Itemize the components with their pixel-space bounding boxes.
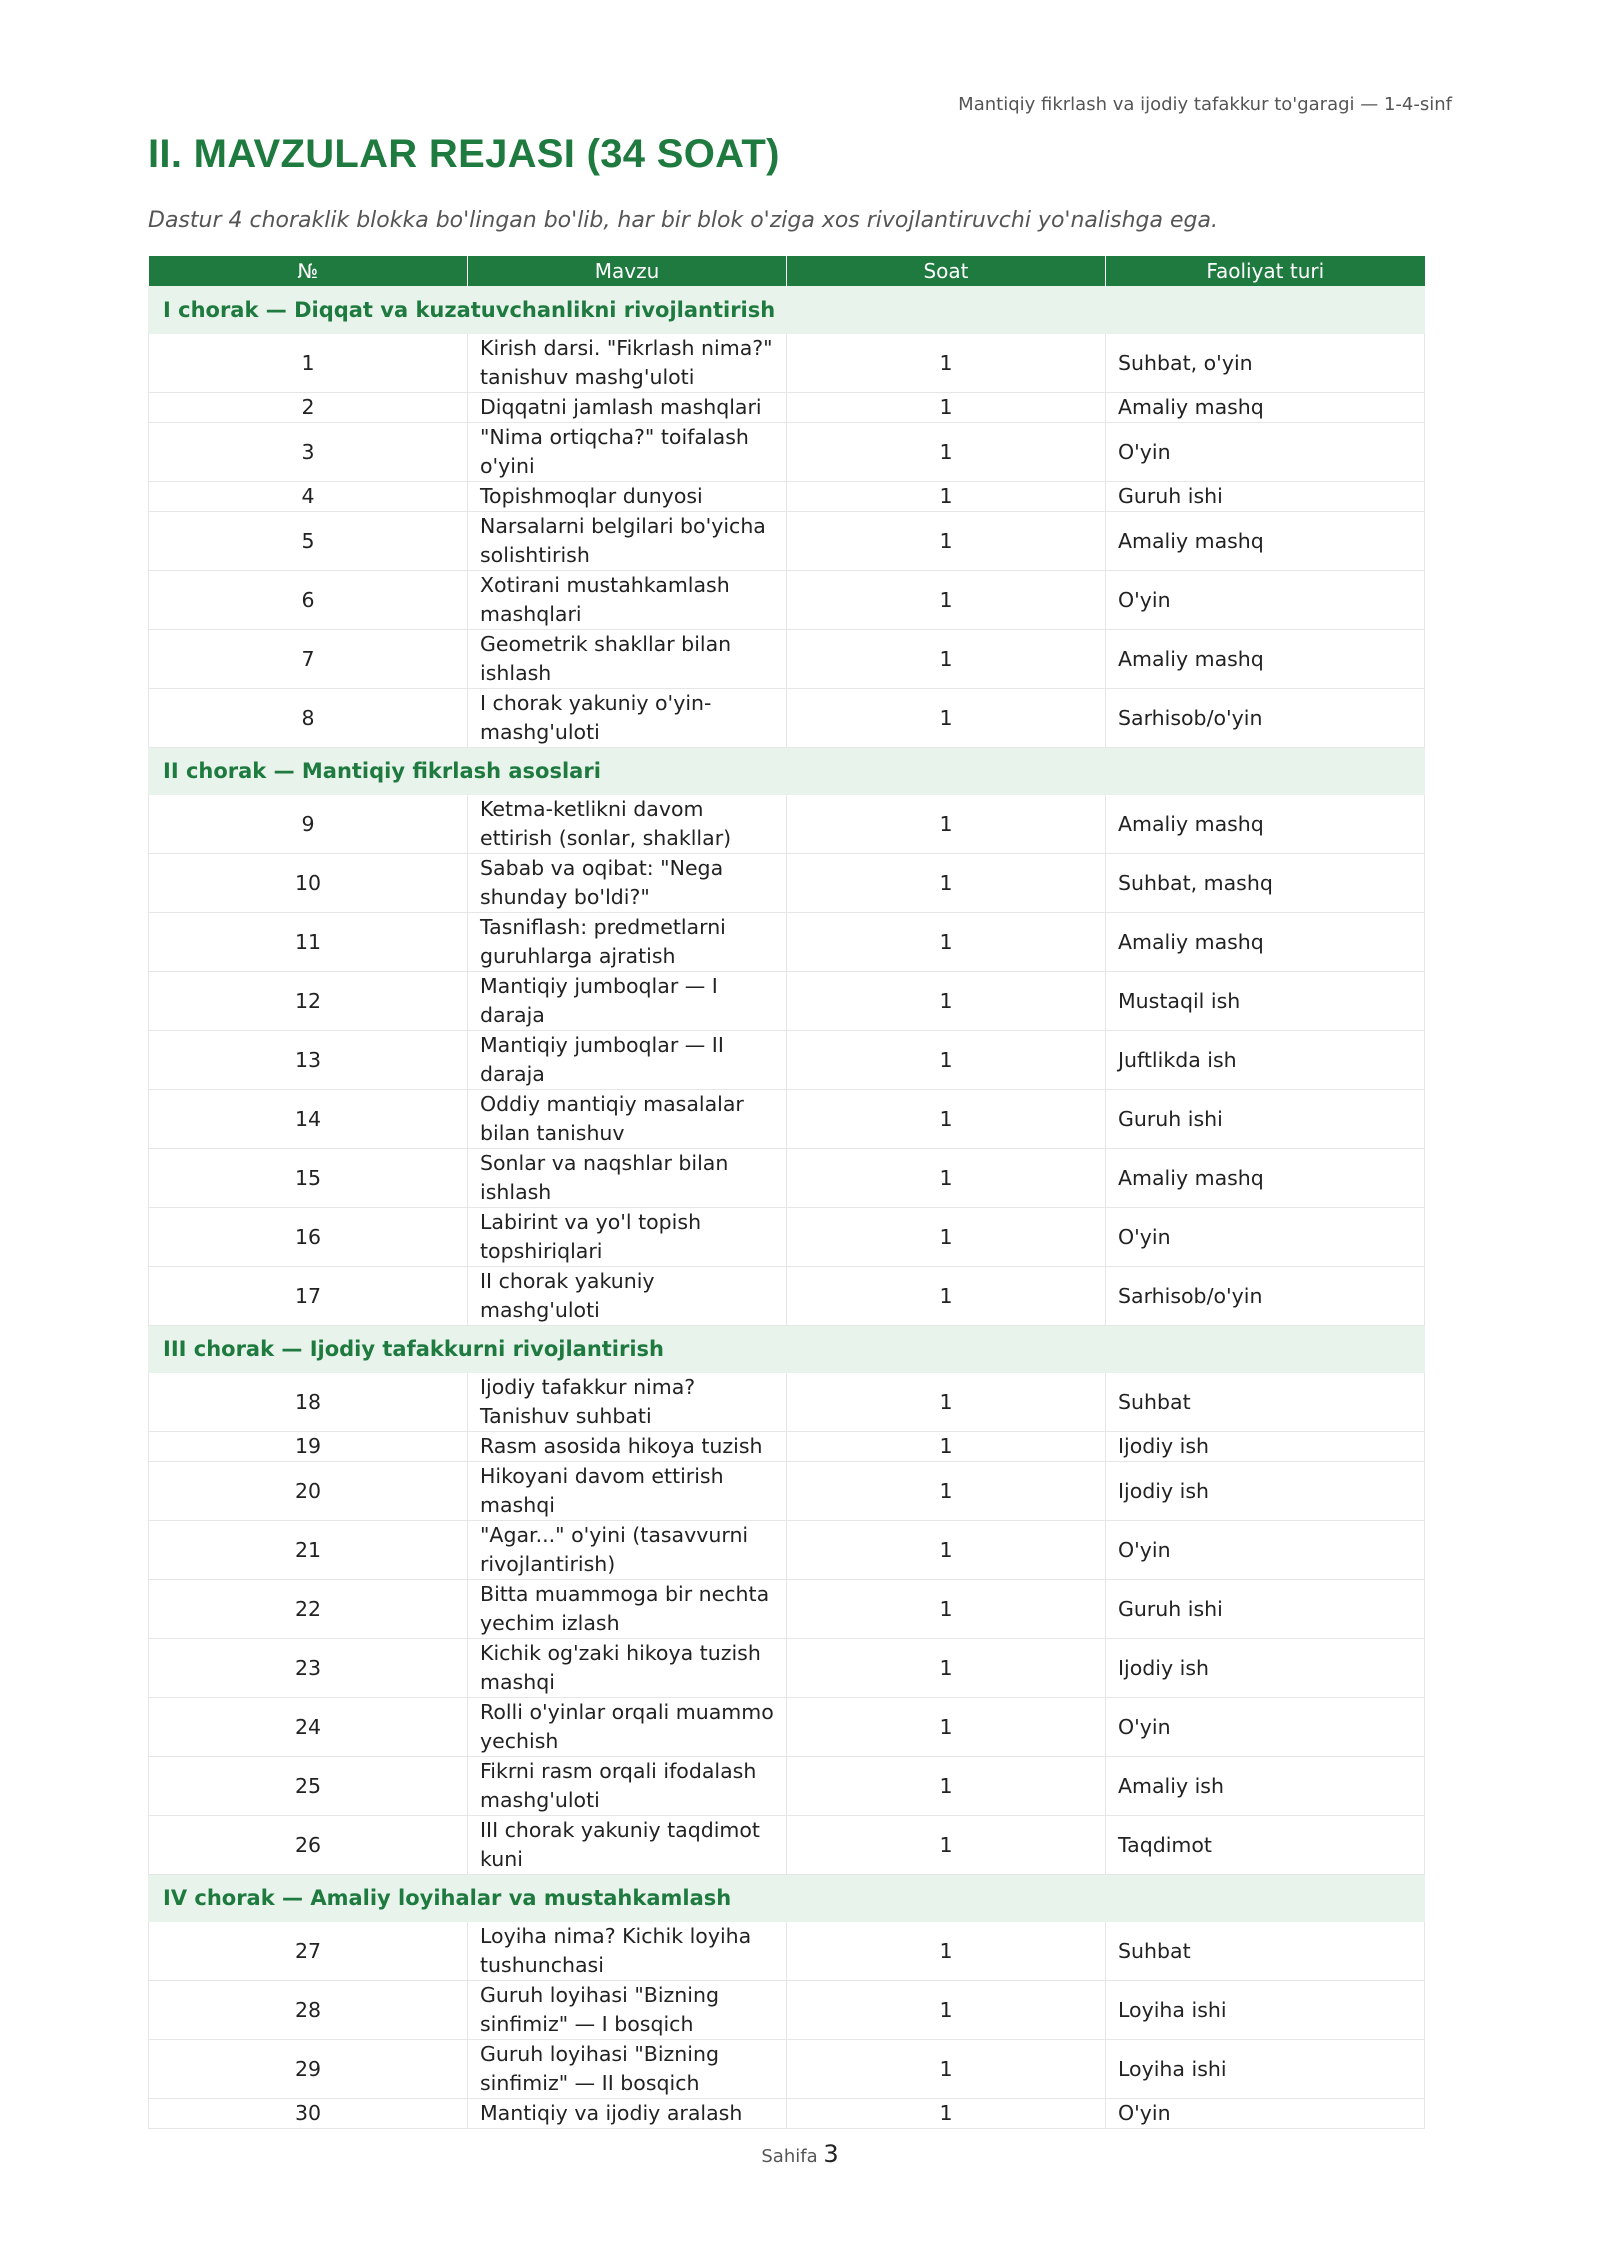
row-hours: 1 (787, 1580, 1106, 1639)
table-row (149, 423, 1425, 482)
row-topic: Mantiqiy jumboqlar — I daraja (468, 972, 787, 1031)
table-row (149, 1031, 1425, 1090)
row-number: 26 (149, 1816, 468, 1875)
table-row (149, 512, 1425, 571)
table-row (149, 1149, 1425, 1208)
row-topic: Rasm asosida hikoya tuzish (468, 1432, 787, 1462)
row-activity: Guruh ishi (1106, 1090, 1425, 1149)
row-topic: III chorak yakuniy taqdimot kuni (468, 1816, 787, 1875)
section-title: III chorak — Ijodiy tafakkurni rivojlantirish (149, 1326, 1425, 1373)
section-row (149, 748, 1425, 795)
row-topic: Bitta muammoga bir nechta yechim izlash (468, 1580, 787, 1639)
row-activity: Ijodiy ish (1106, 1462, 1425, 1521)
column-header-number: № (149, 256, 468, 287)
row-hours: 1 (787, 512, 1106, 571)
row-topic: Ijodiy tafakkur nima? Tanishuv suhbati (468, 1373, 787, 1432)
row-hours: 1 (787, 1031, 1106, 1090)
row-topic: Topishmoqlar dunyosi (468, 482, 787, 512)
row-number: 1 (149, 334, 468, 393)
table-row (149, 972, 1425, 1031)
table-row (149, 1698, 1425, 1757)
row-topic: Mantiqiy jumboqlar — II daraja (468, 1031, 787, 1090)
row-number: 13 (149, 1031, 468, 1090)
row-number: 9 (149, 795, 468, 854)
row-activity: Loyiha ishi (1106, 1981, 1425, 2040)
row-hours: 1 (787, 2040, 1106, 2099)
table-row (149, 1373, 1425, 1432)
row-hours: 1 (787, 630, 1106, 689)
row-number: 27 (149, 1922, 468, 1981)
page-number: 3 (823, 2140, 839, 2168)
row-number: 3 (149, 423, 468, 482)
row-number: 10 (149, 854, 468, 913)
row-hours: 1 (787, 1698, 1106, 1757)
row-hours: 1 (787, 1521, 1106, 1580)
row-number: 28 (149, 1981, 468, 2040)
row-topic: "Nima ortiqcha?" toifalash o'yini (468, 423, 787, 482)
row-topic: Rolli o'yinlar orqali muammo yechish (468, 1698, 787, 1757)
table-row (149, 1981, 1425, 2040)
footer-label: Sahifa (761, 2146, 818, 2167)
row-number: 25 (149, 1757, 468, 1816)
row-activity: Mustaqil ish (1106, 972, 1425, 1031)
row-activity: Ijodiy ish (1106, 1639, 1425, 1698)
table-row (149, 482, 1425, 512)
row-number: 6 (149, 571, 468, 630)
row-activity: Sarhisob/o'yin (1106, 689, 1425, 748)
row-activity: Guruh ishi (1106, 1580, 1425, 1639)
row-activity: O'yin (1106, 1208, 1425, 1267)
row-hours: 1 (787, 1639, 1106, 1698)
row-activity: Suhbat (1106, 1373, 1425, 1432)
row-hours: 1 (787, 1373, 1106, 1432)
section-title: II chorak — Mantiqiy fikrlash asoslari (149, 748, 1425, 795)
row-hours: 1 (787, 2099, 1106, 2129)
row-number: 5 (149, 512, 468, 571)
row-topic: Diqqatni jamlash mashqlari (468, 393, 787, 423)
table-row (149, 689, 1425, 748)
row-activity: O'yin (1106, 1521, 1425, 1580)
table-row (149, 2099, 1425, 2129)
table-row (149, 1816, 1425, 1875)
row-number: 20 (149, 1462, 468, 1521)
row-hours: 1 (787, 393, 1106, 423)
row-hours: 1 (787, 482, 1106, 512)
row-topic: Mantiqiy va ijodiy aralash (468, 2099, 787, 2129)
row-activity: Amaliy mashq (1106, 1149, 1425, 1208)
row-topic: Labirint va yo'l topish topshiriqlari (468, 1208, 787, 1267)
row-topic: Loyiha nima? Kichik loyiha tushunchasi (468, 1922, 787, 1981)
table-row (149, 1580, 1425, 1639)
row-activity: O'yin (1106, 571, 1425, 630)
section-row (149, 287, 1425, 334)
row-number: 15 (149, 1149, 468, 1208)
row-hours: 1 (787, 854, 1106, 913)
row-topic: Xotirani mustahkamlash mashqlari (468, 571, 787, 630)
row-number: 2 (149, 393, 468, 423)
row-activity: Suhbat (1106, 1922, 1425, 1981)
row-hours: 1 (787, 1462, 1106, 1521)
row-hours: 1 (787, 795, 1106, 854)
row-topic: Guruh loyihasi "Bizning sinfimiz" — II bosqich (468, 2040, 787, 2099)
table-row (149, 334, 1425, 393)
row-number: 21 (149, 1521, 468, 1580)
table-row (149, 1757, 1425, 1816)
column-header-activity: Faoliyat turi (1106, 256, 1425, 287)
table-body (149, 287, 1425, 2129)
row-activity: Suhbat, o'yin (1106, 334, 1425, 393)
row-activity: Amaliy ish (1106, 1757, 1425, 1816)
table-header (149, 256, 1425, 287)
page-subtitle: Dastur 4 choraklik blokka bo'lingan bo'lib, har bir blok o'ziga xos rivojlantiruvchi yo'nalishga ega. (148, 208, 1218, 233)
table-row (149, 1090, 1425, 1149)
section-row (149, 1875, 1425, 1922)
row-number: 8 (149, 689, 468, 748)
row-activity: O'yin (1106, 423, 1425, 482)
row-number: 12 (149, 972, 468, 1031)
row-topic: Guruh loyihasi "Bizning sinfimiz" — I bosqich (468, 1981, 787, 2040)
row-activity: Guruh ishi (1106, 482, 1425, 512)
row-topic: Geometrik shakllar bilan ishlash (468, 630, 787, 689)
row-hours: 1 (787, 1816, 1106, 1875)
row-number: 19 (149, 1432, 468, 1462)
row-hours: 1 (787, 913, 1106, 972)
row-topic: Sonlar va naqshlar bilan ishlash (468, 1149, 787, 1208)
topics-plan-table (148, 256, 1425, 2129)
row-topic: Kichik og'zaki hikoya tuzish mashqi (468, 1639, 787, 1698)
row-topic: Narsalarni belgilari bo'yicha solishtirish (468, 512, 787, 571)
row-activity: O'yin (1106, 1698, 1425, 1757)
table-row (149, 1521, 1425, 1580)
row-number: 29 (149, 2040, 468, 2099)
row-number: 23 (149, 1639, 468, 1698)
row-hours: 1 (787, 1757, 1106, 1816)
table-row (149, 1639, 1425, 1698)
row-activity: Amaliy mashq (1106, 512, 1425, 571)
row-topic: Ketma-ketlikni davom ettirish (sonlar, shakllar) (468, 795, 787, 854)
row-hours: 1 (787, 689, 1106, 748)
row-hours: 1 (787, 1981, 1106, 2040)
table-row (149, 854, 1425, 913)
row-activity: Juftlikda ish (1106, 1031, 1425, 1090)
row-activity: Amaliy mashq (1106, 393, 1425, 423)
row-hours: 1 (787, 334, 1106, 393)
row-hours: 1 (787, 1432, 1106, 1462)
row-hours: 1 (787, 972, 1106, 1031)
row-number: 11 (149, 913, 468, 972)
row-number: 4 (149, 482, 468, 512)
table-row (149, 1208, 1425, 1267)
row-activity: Amaliy mashq (1106, 913, 1425, 972)
row-topic: Fikrni rasm orqali ifodalash mashg'uloti (468, 1757, 787, 1816)
row-number: 16 (149, 1208, 468, 1267)
table-row (149, 2040, 1425, 2099)
column-header-topic: Mavzu (468, 256, 787, 287)
row-topic: "Agar..." o'yini (tasavvurni rivojlantirish) (468, 1521, 787, 1580)
table-row (149, 1922, 1425, 1981)
section-row (149, 1326, 1425, 1373)
running-header: Mantiqiy fikrlash va ijodiy tafakkur to'garagi — 1-4-sinf (958, 94, 1452, 115)
row-activity: Amaliy mashq (1106, 795, 1425, 854)
row-hours: 1 (787, 571, 1106, 630)
row-activity: Ijodiy ish (1106, 1432, 1425, 1462)
row-number: 14 (149, 1090, 468, 1149)
row-topic: II chorak yakuniy mashg'uloti (468, 1267, 787, 1326)
table-row (149, 571, 1425, 630)
table-row (149, 913, 1425, 972)
row-activity: Suhbat, mashq (1106, 854, 1425, 913)
row-hours: 1 (787, 1922, 1106, 1981)
row-topic: Kirish darsi. "Fikrlash nima?" tanishuv mashg'uloti (468, 334, 787, 393)
row-activity: Taqdimot (1106, 1816, 1425, 1875)
row-topic: Tasniflash: predmetlarni guruhlarga ajratish (468, 913, 787, 972)
row-activity: Loyiha ishi (1106, 2040, 1425, 2099)
table-row (149, 1462, 1425, 1521)
row-hours: 1 (787, 1090, 1106, 1149)
section-title: I chorak — Diqqat va kuzatuvchanlikni rivojlantirish (149, 287, 1425, 334)
row-hours: 1 (787, 423, 1106, 482)
row-topic: Sabab va oqibat: "Nega shunday bo'ldi?" (468, 854, 787, 913)
row-topic: Hikoyani davom ettirish mashqi (468, 1462, 787, 1521)
table-row (149, 393, 1425, 423)
page-title: II. MAVZULAR REJASI (34 SOAT) (148, 132, 780, 176)
row-topic: I chorak yakuniy o'yin-mashg'uloti (468, 689, 787, 748)
page-footer (0, 2140, 1600, 2168)
table-row (149, 1432, 1425, 1462)
row-activity: Amaliy mashq (1106, 630, 1425, 689)
table-row (149, 795, 1425, 854)
row-activity: O'yin (1106, 2099, 1425, 2129)
row-number: 17 (149, 1267, 468, 1326)
column-header-hours: Soat (787, 256, 1106, 287)
row-hours: 1 (787, 1267, 1106, 1326)
row-number: 18 (149, 1373, 468, 1432)
row-hours: 1 (787, 1149, 1106, 1208)
section-title: IV chorak — Amaliy loyihalar va mustahkamlash (149, 1875, 1425, 1922)
row-number: 7 (149, 630, 468, 689)
table-header-row (149, 256, 1425, 287)
row-hours: 1 (787, 1208, 1106, 1267)
row-number: 24 (149, 1698, 468, 1757)
row-number: 30 (149, 2099, 468, 2129)
row-number: 22 (149, 1580, 468, 1639)
table-row (149, 630, 1425, 689)
row-topic: Oddiy mantiqiy masalalar bilan tanishuv (468, 1090, 787, 1149)
row-activity: Sarhisob/o'yin (1106, 1267, 1425, 1326)
table-row (149, 1267, 1425, 1326)
